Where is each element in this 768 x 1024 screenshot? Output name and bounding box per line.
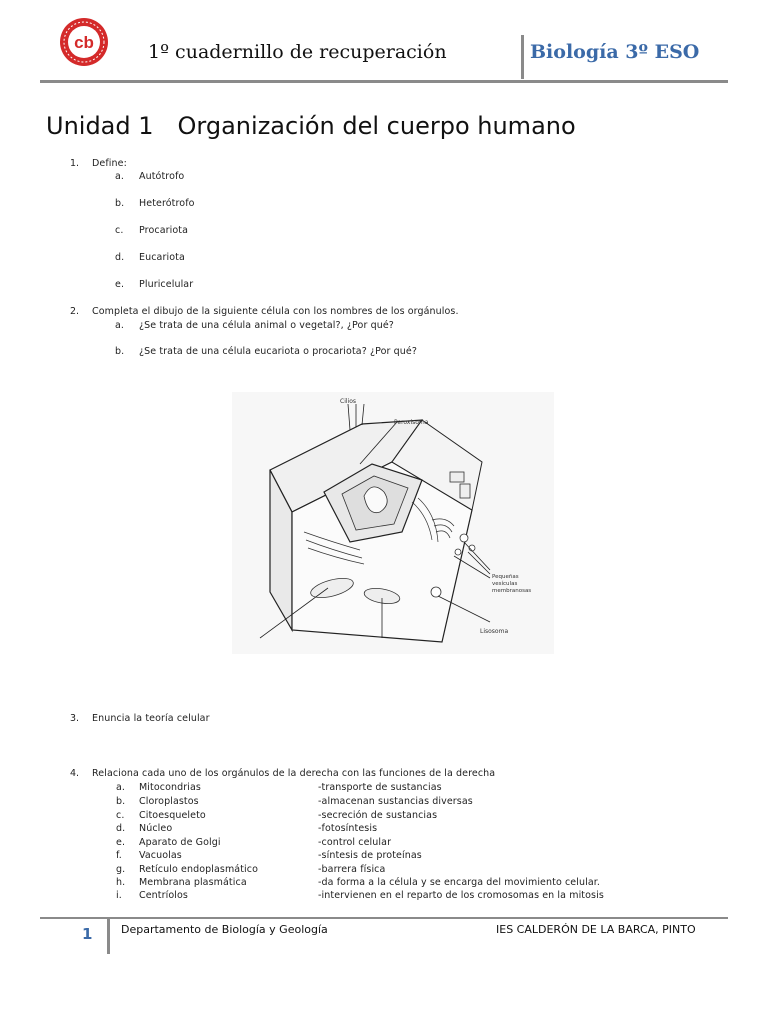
cell-diagram — [232, 392, 554, 654]
organelle-name: Membrana plasmática — [139, 877, 247, 888]
item-letter: e. — [115, 279, 125, 290]
department-name: Departamento de Biología y Geología — [121, 923, 328, 936]
label-vesiculas-1: Pequeñas — [492, 574, 519, 580]
item-text: Heterótrofo — [139, 198, 195, 209]
subject-title: Biología 3º ESO — [530, 41, 700, 63]
question-number: 1. — [70, 158, 80, 169]
item-text: Pluricelular — [139, 279, 194, 290]
label-vesiculas-2: vesículas — [492, 581, 518, 587]
organelle-name: Núcleo — [139, 823, 173, 834]
row-letter: b. — [116, 796, 126, 807]
school-name: IES CALDERÓN DE LA BARCA, PINTO — [496, 923, 696, 936]
question-number: 2. — [70, 306, 80, 317]
row-letter: d. — [116, 823, 126, 834]
header-divider — [521, 35, 524, 79]
item-text: ¿Se trata de una célula eucariota o procariota? ¿Por qué? — [139, 346, 417, 357]
item-letter: b. — [115, 198, 125, 209]
organelle-function: -almacenan sustancias diversas — [318, 796, 473, 807]
header-rule — [40, 80, 728, 83]
question-text: Define: — [92, 158, 127, 169]
row-letter: f. — [116, 850, 122, 861]
cell-drawing — [232, 392, 554, 654]
item-letter: a. — [115, 171, 125, 182]
item-text: Autótrofo — [139, 171, 185, 182]
svg-text:cb: cb — [74, 33, 94, 52]
organelle-function: -da forma a la célula y se encarga del movimiento celular. — [318, 877, 601, 888]
question-text: Relaciona cada uno de los orgánulos de la derecha con las funciones de la derecha — [92, 768, 496, 779]
footer-rule — [40, 917, 728, 919]
organelle-name: Cloroplastos — [139, 796, 199, 807]
page-number: 1 — [82, 925, 93, 943]
item-letter: c. — [115, 225, 124, 236]
label-vesiculas-3: membranosas — [492, 588, 532, 594]
organelle-name: Vacuolas — [139, 850, 182, 861]
organelle-name: Centríolos — [139, 890, 188, 901]
row-letter: i. — [116, 890, 122, 901]
organelle-function: -síntesis de proteínas — [318, 850, 422, 861]
item-text: Procariota — [139, 225, 189, 236]
question-number: 4. — [70, 768, 80, 779]
question-number: 3. — [70, 713, 80, 724]
organelle-name: Retículo endoplasmático — [139, 864, 259, 875]
organelle-name: Citoesqueleto — [139, 810, 206, 821]
organelle-function: -transporte de sustancias — [318, 782, 442, 793]
row-letter: g. — [116, 864, 126, 875]
organelle-name: Mitocondrias — [139, 782, 201, 793]
row-letter: e. — [116, 837, 126, 848]
row-letter: a. — [116, 782, 126, 793]
organelle-function: -secreción de sustancias — [318, 810, 438, 821]
row-letter: h. — [116, 877, 126, 888]
row-letter: c. — [116, 810, 125, 821]
item-letter: a. — [115, 320, 125, 331]
label-peroxisoma: Peroxisoma — [394, 419, 429, 426]
unit-label: Unidad 1 — [46, 112, 154, 140]
organelle-function: -control celular — [318, 837, 392, 848]
organelle-function: -fotosíntesis — [318, 823, 378, 834]
school-logo — [58, 16, 110, 68]
footer-divider — [107, 918, 110, 954]
unit-heading — [46, 112, 576, 140]
item-text: Eucariota — [139, 252, 185, 263]
organelle-function: -intervienen en el reparto de los cromosomas en la mitosis — [318, 890, 604, 901]
item-letter: b. — [115, 346, 125, 357]
label-cilios: Cilios — [340, 398, 356, 405]
question-text: Enuncia la teoría celular — [92, 713, 210, 724]
document-title: 1º cuadernillo de recuperación — [148, 41, 447, 63]
item-text: ¿Se trata de una célula animal o vegetal?, ¿Por qué? — [139, 320, 394, 331]
organelle-function: -barrera física — [318, 864, 386, 875]
question-text: Completa el dibujo de la siguiente célula con los nombres de los orgánulos. — [92, 306, 459, 317]
item-letter: d. — [115, 252, 125, 263]
label-lisosoma: Lisosoma — [480, 628, 509, 635]
organelle-name: Aparato de Golgi — [139, 837, 221, 848]
unit-title: Organización del cuerpo humano — [177, 112, 576, 140]
